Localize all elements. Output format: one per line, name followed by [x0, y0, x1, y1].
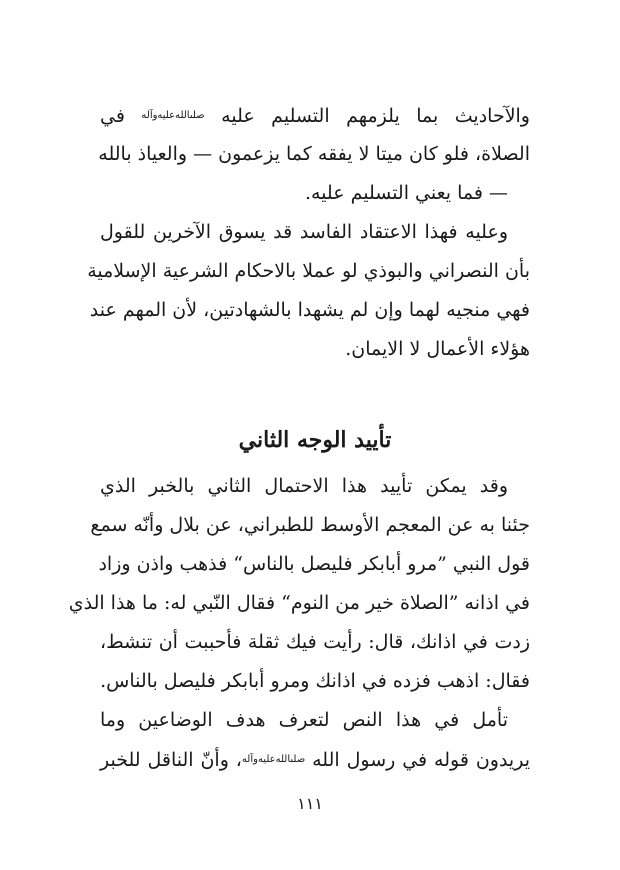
text-segment: ، وأنّ الناقل للخبر	[100, 749, 242, 771]
paragraph-4-line-2	[100, 740, 530, 779]
paragraph-3-line-3: قول النبي ”مرو أبابكر فليصل بالناس“ فذهب واذن وزاد	[98, 553, 530, 575]
section-heading: تأييد الوجه الثاني	[238, 427, 392, 453]
page-number: ١١١	[297, 794, 323, 813]
text-segment: في	[100, 105, 125, 127]
honorific-salawat: صلىالله‌عليه‌وآله	[241, 754, 306, 765]
text-segment: والآحاديث بما يلزمهم التسليم عليه	[221, 105, 530, 127]
paragraph-3-line-2: جئنا به عن المعجم الأوسط للطبراني، عن بلال وأنّه سمع	[90, 514, 530, 536]
paragraph-3-line-5: زدت في اذانك، قال: رأيت فيك ثقلة فأحببت أن تنشط،	[100, 631, 530, 653]
paragraph-3-line-6: فقال: اذهب فزده في اذانك ومرو أبابكر فليصل بالناس.	[100, 670, 530, 692]
honorific-salawat: صلىالله‌عليه‌وآله	[141, 110, 205, 121]
paragraph-4-line-1: تأمل في هذا النص لتعرف هدف الوضاعين وما	[100, 709, 508, 731]
text-block-top	[87, 96, 530, 369]
paragraph-2-line-1: وعليه فهذا الاعتقاد الفاسد قد يسوق الآخرين للقول	[100, 221, 508, 243]
paragraph-2-line-2: بأن النصراني والبوذي لو عملا بالاحكام الشرعية الإسلامية	[87, 260, 530, 282]
paragraph-1-line-2: الصلاة، فلو كان ميتا لا يفقه كما يزعمون — والعياذ بالله	[98, 143, 530, 165]
paragraph-1-line-1	[100, 96, 530, 135]
paragraph-2-line-4: هؤلاء الأعمال لا الايمان.	[345, 338, 530, 360]
text-segment: يريدون قوله في رسول الله	[312, 749, 530, 771]
paragraph-3-line-4: في اذانه ”الصلاة خير من النوم“ فقال النّبي له: ما هذا الذي	[68, 592, 530, 614]
paragraph-3-line-1: وقد يمكن تأييد هذا الاحتمال الثاني بالخبر الذي	[100, 475, 508, 497]
text-block-bottom	[68, 467, 530, 779]
paragraph-2-line-3: فهي منجيه لهما وإن لم يشهدا بالشهادتين، لأن المهم عند	[89, 299, 530, 321]
paragraph-1-line-3: — فما يعني التسليم عليه.	[304, 182, 508, 204]
